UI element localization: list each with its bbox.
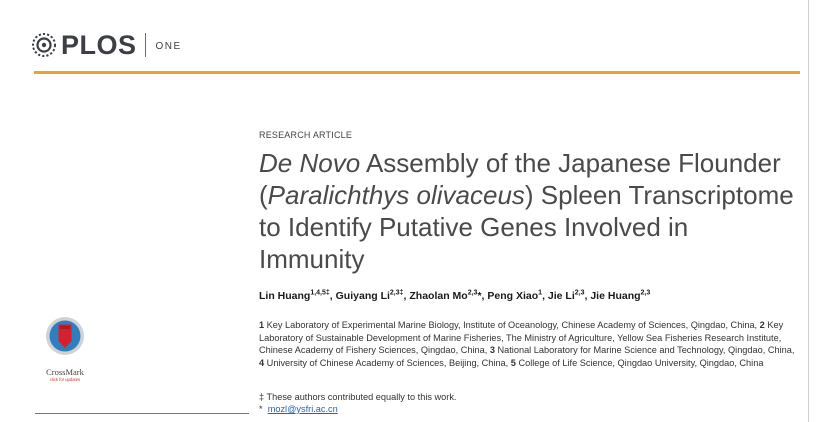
article-type: RESEARCH ARTICLE: [259, 130, 353, 140]
article-title: [259, 147, 799, 275]
author-corresponding[interactable]: Zhaolan Mo$^{2,3}$*,: [409, 289, 488, 302]
title-text-1: Assembly of the Japanese Flounder (: [259, 148, 781, 210]
author[interactable]: Peng Xiao$^1$,: [487, 289, 548, 302]
journal-name: ONE: [155, 40, 182, 52]
corresponding-email-line: * mozl@ysfri.ac.cn: [259, 404, 338, 414]
affiliations: 1 Key Laboratory of Experimental Marine Biology, Institute of Oceanology, Chinese Academy of Sciences, Qingdao, China, 2 Key Laboratory of Sustainable Development of Marine Fisheries, The Ministry of Agriculture, Yellow Sea Fisheries Research Institute, Chinese Academy of Fishery Sciences, Qingdao, China, 3 National Laboratory for Marine Science and Technology, Qingdao, China, 4 University of Chinese Academy of Sciences, Beijing, China, 5 College of Life Science, Qingdao University, Qingdao, China: [259, 320, 795, 368]
author-list: [259, 290, 650, 302]
logo-divider: [145, 33, 146, 57]
corresponding-email-link[interactable]: mozl@ysfri.ac.cn: [267, 404, 338, 414]
equal-contribution-note: ‡ These authors contributed equally to this work.: [259, 392, 457, 402]
title-italic-species: Paralichthys olivaceus: [267, 180, 525, 210]
author[interactable]: Jie Li$^{2,3}$,: [547, 289, 591, 302]
journal-header: [29, 30, 182, 60]
journal-logo-text: PLOS: [61, 30, 137, 60]
author[interactable]: Jie Huang$^{2,3}$: [590, 289, 651, 302]
crossmark-sublabel: click for updates: [49, 377, 81, 382]
crossmark-badge[interactable]: [42, 315, 88, 382]
left-column-rule: [35, 413, 249, 414]
title-text-2: ) Spleen Transcriptome to Identify Putative Genes Involved in Immunity: [259, 180, 794, 274]
page-edge-rule: [808, 0, 809, 422]
header-accent-bar: [34, 71, 800, 74]
crossmark-label: CrossMark: [46, 367, 84, 377]
author[interactable]: Lin Huang$^{1,4,5\ddagger}$,: [259, 289, 336, 302]
crossmark-icon: [44, 315, 86, 361]
plos-logo-icon: [29, 30, 59, 60]
title-italic-denovo: De Novo: [259, 148, 361, 178]
author[interactable]: Guiyang $Li^{2,3\ddagger}$,: [335, 289, 410, 302]
